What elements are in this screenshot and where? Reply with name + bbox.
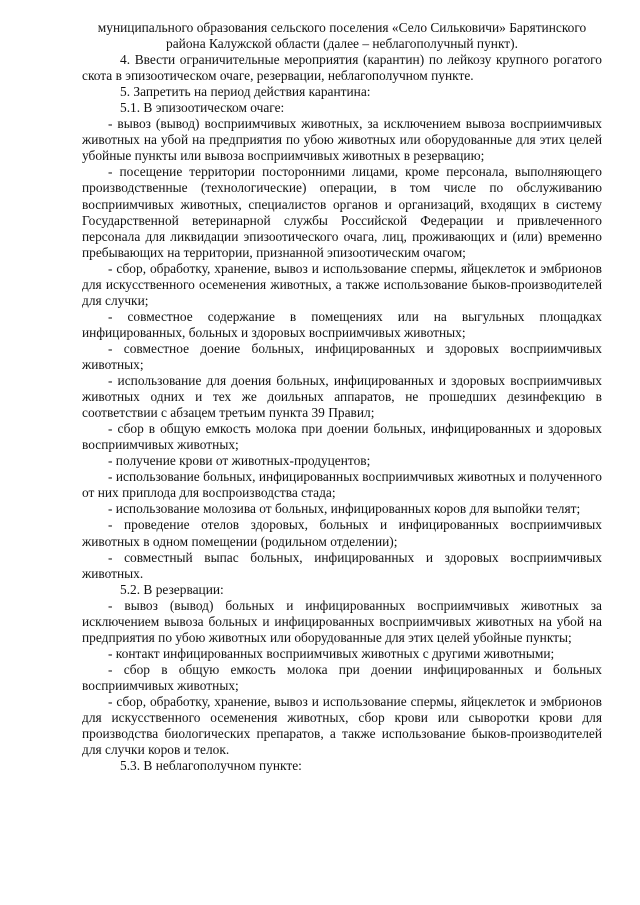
paragraph: 5. Запретить на период действия карантина: [120, 84, 371, 100]
paragraph: - сбор, обработку, хранение, вывоз и использование спермы, яйцеклеток и эмбрионов для искусственного осеменения животных, сбор крови или сыворотки крови для производства биологических препаратов, а также использование быков-производителей для случки коров и телок. [82, 693, 602, 758]
paragraph: - вывоз (вывод) больных и инфицированных восприимчивых животных за исключением вывоза больных и инфицированных восприимчивых животных на убой на предприятия по убою животных или оборудованные для этих целей убойные пункты; [82, 597, 602, 645]
document-body [82, 20, 602, 774]
paragraph: - сбор в общую емкость молока при доении инфицированных и больных восприимчивых животных; [82, 661, 602, 693]
paragraph: 4. Ввести ограничительные мероприятия (карантин) по лейкозу крупного рогатого скота в эпизоотическом очаге, резервации, неблагополучном пункте. [82, 52, 602, 84]
paragraph: - проведение отелов здоровых, больных и инфицированных восприимчивых животных в одном помещении (родильном отделении); [82, 517, 602, 549]
paragraph: - контакт инфицированных восприимчивых животных с другими животными; [108, 645, 555, 661]
paragraph: 5.1. В эпизоотическом очаге: [120, 100, 285, 116]
paragraph: - посещение территории посторонними лицами, кроме персонала, выполняющего производственные (технологические) операции, в том числе по обслуживанию восприимчивых животных, специалистов органов и организаций, входящих в систему Государственной ветеринарной службы Российской Федерации и привлеченного персонала для ликвидации эпизоотического очага, лиц, проживающих и (или) временно пребывающих на территории, признанной эпизоотическим очагом; [82, 164, 602, 260]
paragraph: - вывоз (вывод) восприимчивых животных, за исключением вывоза восприимчивых животных на убой на предприятия по убою животных или оборудованные для этих целей убойные пункты или вывоза восприимчивых животных в резервацию; [82, 116, 602, 164]
paragraph: 5.3. В неблагополучном пункте: [120, 758, 302, 774]
paragraph: района Калужской области (далее – неблагополучный пункт). [166, 36, 518, 52]
paragraph: - совместное содержание в помещениях или на выгульных площадках инфицированных, больных и здоровых восприимчивых животных; [82, 308, 602, 340]
paragraph: - сбор в общую емкость молока при доении больных, инфицированных и здоровых восприимчивых животных; [82, 421, 602, 453]
paragraph: - сбор, обработку, хранение, вывоз и использование спермы, яйцеклеток и эмбрионов для искусственного осеменения животных, а также использование быков-производителей для случки; [82, 260, 602, 308]
paragraph: - использование молозива от больных, инфицированных коров для выпойки телят; [108, 501, 581, 517]
paragraph: муниципального образования сельского поселения «Село Сильковичи» Барятинского [97, 20, 587, 35]
paragraph: - совместное доение больных, инфицированных и здоровых восприимчивых животных; [82, 340, 602, 372]
paragraph: - использование для доения больных, инфицированных и здоровых восприимчивых животных одних и тех же доильных аппаратов, не прошедших дезинфекцию в соответствии с абзацем третьим пункта 39 Правил; [82, 373, 602, 421]
paragraph: - получение крови от животных-продуцентов; [108, 453, 371, 469]
paragraph: 5.2. В резервации: [120, 581, 224, 597]
paragraph: - использование больных, инфицированных восприимчивых животных и полученного от них приплода для воспроизводства стада; [82, 469, 602, 501]
paragraph: - совместный выпас больных, инфицированных и здоровых восприимчивых животных. [82, 549, 602, 581]
